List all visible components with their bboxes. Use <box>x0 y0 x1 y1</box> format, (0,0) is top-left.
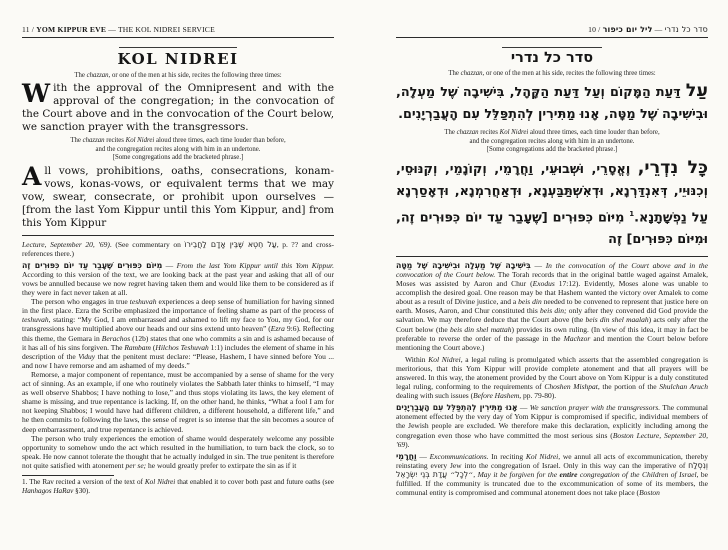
prayer-paragraph-vows <box>22 161 334 230</box>
commentary-paragraph: אָנוּ מַתִּירִין לְהִתְפַּלֵּל עִם הָעֲבַרְיָנִים — We sanction prayer with the transgressors. The communal atonement effected by the very day of Yom Kippur is compromised if specific, individual members of the Jewish people are excluded. We therefore make this declaration, explicitly including among the congregation even those who have committed the most serious sins (Boston Lecture, September 20, '69). <box>396 403 708 449</box>
title-block-hebrew <box>396 47 708 66</box>
page-hebrew <box>364 0 728 550</box>
commentary-paragraph: Lecture, September 20, '69). (See commentary on עַל חֵטְא שֶׁבֵּין אָדָם לַחֲבֵירוֹ, p. ?? and cross-references there.) <box>22 239 334 258</box>
commentary-paragraph: בִּישִׁיבָה שֶׁל מַעְלָה וּבִישִׁיבָה שֶׁל מַטָּה — In the convocation of the Court above and in the convocation of the Court below. The Torah records that in the original battle waged against Amalek, Moses was assisted by Aaron and Chur (Exodus 17:12). Evidently, Moses alone was unable to accomplish the desired goal. One reason may be that Hashem wanted the victory over Amalek to come about as a result of Divine justice, and a beis din needed to be convened to represent that justice here on earth. Moses, Aaron, and Chur constituted this beis din; only after they convened did God provide the salvation. We may therefore deduce that the Court above (the beis din shel maalah) acts only after the Court below (the beis din shel mattah) provides its own ruling. (In view of this idea, it may in fact be preferable to reverse the order of the passage in the Machzor and mention the Court below before mentioning the Court above.) <box>396 260 709 352</box>
commentary-paragraph: Within Kol Nidrei, a legal ruling is promulgated which asserts that the assembled congregation is meritorious, that this Yom Kippur will provide complete atonement and that all prayers will be answered. In this way, the atonement provided by the Court above on Yom Kippur is a duly constituted legal ruling, conforming to the requirements of Choshen Mishpat, the portion of the Shulchan Aruch dealing with such issues (Before Hashem, pp. 79-80). <box>396 354 709 401</box>
footnote-text: 1. The Rav recited a version of the text of Kol Nidrei that enabled it to cover both past and future oaths (see Hanhagos HaRav §30). <box>22 477 334 495</box>
instruction-line: The chazzan recites Kol Nidrei aloud three times, each time louder than before, <box>70 137 286 145</box>
instruction-recite: The chazzan, or one of the men at his side, recites the following three times: <box>448 70 656 77</box>
footnote-block <box>22 475 334 496</box>
prayer-text: ith the approval of the Omnipresent and with the approval of the congregation; in the convocation of the Court above and in the convocation of the Court below, we sanction prayer with the transgressors. <box>22 82 334 134</box>
hebrew-prayer-al-daas: עַל דַּעַת הַמָּקוֹם וְעַל דַּעַת הַקָּהָל, בִּישִׁיבָה שֶׁל מַעְלָה, וּבִישִׁיבָה שֶׁל מַטָּה, אָנוּ מַתִּירִין לְהִתְפַּלֵּל עִם הָעֲבַרְיָנִים. <box>396 81 708 123</box>
drop-cap: W <box>22 79 51 109</box>
commentary-paragraph: The person who truly experiences the emotion of shame would desperately welcome any possible opportunity to somehow undo the act which resulted in the humiliation, to turn back the clock, so to speak. He now cannot tolerate the thought that he actually indulged in sin. The true penitent is therefore not quite satisfied with atonement per se; he would greatly prefer to extirpate the sin as if it <box>22 433 334 470</box>
instruction-aloud <box>22 137 334 162</box>
page-title-seder-kol-nidrei: סדר כל נדרי <box>510 50 594 66</box>
commentary-paragraph: מִיּוֹם כִּפּוּרִים שֶׁעָבַר עַד יוֹם כִּפּוּרִים זֶה — From the last Yom Kippur until this Yom Kippur. According to this version of the text, we are looking back at the past year and asking that all of our vows be annulled because we now regret having taken them and would like them to be considered as if they were in fact never taken at all. <box>22 260 334 298</box>
hebrew-prayer-kol-nidrei: כָּל נִדְרֵי, וֶאֱסָרֵי, וּשְׁבוּעֵי, וַחֲרָמֵי, וְקוֹנָמֵי, וְקִנּוּסֵי, וְכִנּוּיֵי, דְּאִנְדַּרְנָא, וּדְאִשְׁתַּבַּעְנָא, וּדְאַחֲרִמְנָא, וּדְאָסַרְנָא עַל נַפְשָׁתָנָא.$^1$ מִיּוֹם כִּפּוּרִים [שֶׁעָבַר עַד יוֹם כִּפּוּרִים זֶה, וּמִיּוֹם כִּפּוּרִים] זֶה <box>396 157 709 247</box>
prayer-paragraph-approval <box>22 79 334 134</box>
instruction-line: and the congregation recites along with him in an undertone. <box>95 145 261 153</box>
footnote-rule <box>22 475 114 476</box>
title-block-english <box>22 47 334 68</box>
page-title-kol-nidrei: KOL NIDREI <box>117 50 239 68</box>
title-overline <box>502 47 602 48</box>
instruction-line: and the congregation recites along with him in an undertone. <box>469 137 635 145</box>
commentary-paragraph: The person who engages in true teshuvah experiences a deep sense of humiliation for having sinned in the first place. Ezra the Scribe emphasized the importance of feeling shame as part of the process of teshuvah, stating: “My God, I am embarrassed and ashamed to lift my face to You, my God, for our transgressions have multiplied above our heads and our sins extend unto heaven” (Ezra 9:6). Reflecting this theme, the Gemara in Berachos (12b) states that one who commits a sin and is ashamed because of it has all of his sins forgiven. The Rambam (Hilchos Teshuvah 1:1) includes the element of shame in his description of the Viduy that the penitent must declare: “Please, Hashem, I have sinned before You ... and now I have remorse and am ashamed of my deeds.” <box>22 297 334 370</box>
commentary-section-english <box>22 240 334 470</box>
drop-cap: A <box>22 161 42 191</box>
instruction-aloud <box>396 129 708 154</box>
commentary-paragraph: Remorse, a major component of repentance, must be accompanied by a sense of shame for the very act of sinning. As an example, if one who routinely violates the Sabbath later thinks to himself, “I may as well observe Shabbos; I have nothing to lose,” and thus stops violating its laws, the key element of shame is missing, and true repentance is lacking. If, on the other hand, he thinks, “What a fool I am for not keeping Shabbos; I would have had different children, a different household, a different life,” and he then commits to following the laws, the sense of regret is so intense that the sin becomes a source of deep embarrassment, and true repentance is achieved. <box>22 369 334 434</box>
commentary-divider <box>22 235 334 236</box>
commentary-paragraph: וַחֲרָמֵי — Excommunications. In reciting Kol Nidrei, we annul all acts of excommunication, thereby reinstating every Jew into the congregation of Israel. Only in this way can the imperative of וְנִסְלַח ״לְכָל״ עֲדַת בְּנֵי יִשְׂרָאֵל, May it be forgiven for the entire congregation of the Children of Israel, be fulfilled. If the community is truncated due to the excommunication of some of its members, the communal entity is compromised and communal atonement does not take place (Boston <box>396 451 708 498</box>
page-header-english: 11 / YOM KIPPUR EVE — THE KOL NIDREI SERVICE <box>22 25 334 38</box>
prayer-text: ll vows, prohibitions, oaths, consecrations, konam-vows, konas-vows, or equivalent terms that we may vow, swear, consecrate, or prohibit upon ourselves — [from the last Yom Kippur until this Yom Kippur, and] from this Yom Kippur <box>22 164 334 229</box>
title-overline <box>119 47 237 48</box>
instruction-recite: The chazzan, or one of the men at his side, recites the following three times: <box>74 72 282 79</box>
instruction-line: [Some congregations add the bracketed phrase.] <box>112 154 244 162</box>
commentary-section-hebrew-page <box>396 261 708 497</box>
instruction-line: The chazzan recites Kol Nidrei aloud three times, each time louder than before, <box>444 129 660 137</box>
instruction-line: [Some congregations add the bracketed phrase.] <box>486 146 618 154</box>
page-header-hebrew: 10 / ליל יום כיפור — סדר כל נדרי <box>396 25 708 38</box>
commentary-divider <box>396 256 708 257</box>
